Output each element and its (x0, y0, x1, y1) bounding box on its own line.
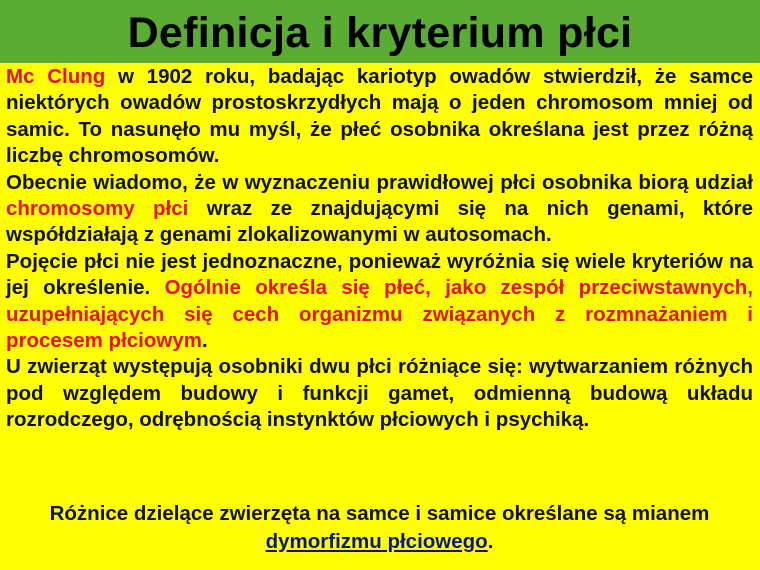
term-sexual-dimorphism: dymorfizmu płciowego (265, 530, 488, 553)
scientist-name: Mc Clung (6, 65, 106, 88)
paragraph-text: wraz ze znajdującymi się na nich genami, które współdziałają z genami zlokalizowanymi w autosomach. (6, 197, 753, 247)
paragraph-sex-chromosomes (6, 170, 753, 249)
paragraph-text: U zwierząt występują osobniki dwu płci różniące się: wytwarzaniem różnych pod względem budowy i funkcji gamet, odmienną budową układu rozrodczego, odrębnością instynktów płciowych i psychiką. (6, 355, 753, 432)
paragraph-text: Pojęcie płci nie jest jednoznaczne, ponieważ wyróżnia się wiele kryteriów na jej określenie. (6, 249, 753, 300)
closing-text: Różnice dzielące zwierzęta na samce i samice określane są mianem (49, 502, 710, 525)
highlight-sex-chromosomes: chromosomy płci (6, 197, 189, 221)
slide-body (6, 64, 753, 434)
closing-statement (6, 500, 753, 556)
paragraph-mc-clung (6, 64, 753, 170)
slide-title: Definicja i kryterium płci (127, 9, 633, 57)
highlight-definition: Ogólnie określa się płeć, jako zespół przeciwstawnych, uzupełniających się cech organizmu związanych z rozmnażaniem i procesem płciowym (6, 276, 753, 353)
paragraph-text: Obecnie wiadomo, że w wyznaczeniu prawidłowej płci osobnika biorą udział (6, 170, 753, 194)
paragraph-text: . (201, 329, 208, 353)
paragraph-sex-definition (6, 249, 753, 355)
paragraph-text: w 1902 roku, badając kariotyp owadów stwierdził, że samce niektórych owadów prostoskrzydłych mają o jeden chromosom mniej od samic. To nasunęło mu myśl, że płeć osobnika określana jest przez różną liczbę chromosomów. (6, 65, 753, 168)
paragraph-animals (6, 354, 753, 433)
closing-period: . (487, 530, 494, 553)
